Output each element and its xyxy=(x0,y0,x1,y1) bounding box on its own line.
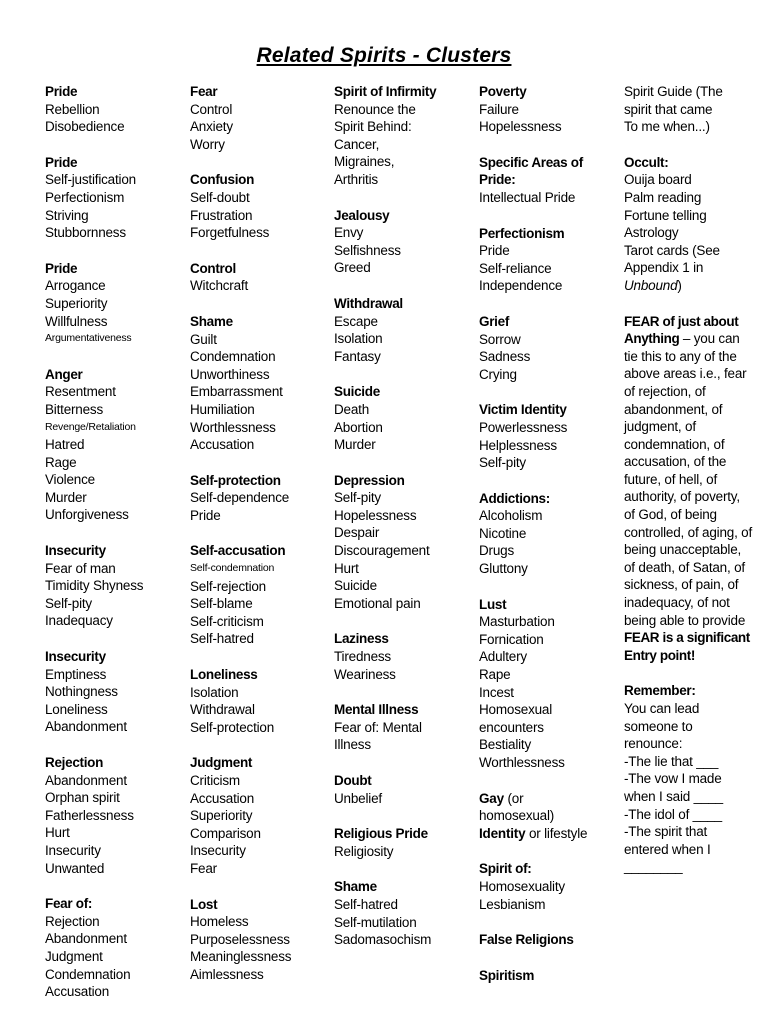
list-item: Violence xyxy=(45,472,95,488)
group-victim-identity xyxy=(479,401,619,471)
list-item: Fantasy xyxy=(334,348,381,364)
group-heading: Judgment xyxy=(190,755,253,771)
list-item: Homosexual xyxy=(479,702,553,718)
group-control xyxy=(190,260,330,295)
list-item: Greed xyxy=(334,260,371,276)
group-mental-illness xyxy=(334,701,474,754)
book-title: Unbound xyxy=(624,277,678,293)
group-spiritism xyxy=(479,967,619,985)
list-item: Helplessness xyxy=(479,437,557,453)
list-item: Hopelessness xyxy=(334,507,417,523)
list-item: Sorrow xyxy=(479,331,521,347)
list-item: Adultery xyxy=(479,649,527,665)
list-item: Resentment xyxy=(45,384,116,400)
group-heading: Laziness xyxy=(334,631,389,647)
group-heading: Self-accusation xyxy=(190,543,286,559)
list-item: Death xyxy=(334,401,370,417)
group-heading: Fear of: xyxy=(45,896,93,912)
list-item: Spirit Behind: xyxy=(334,119,412,135)
list-item: To me when...) xyxy=(624,119,710,135)
group-fear xyxy=(190,83,330,153)
list-item: Frustration xyxy=(190,207,253,223)
list-item: Self-dependence xyxy=(190,490,290,506)
list-item: Orphan spirit xyxy=(45,790,120,806)
list-item: Unforgiveness xyxy=(45,507,129,523)
list-item: Humiliation xyxy=(190,401,255,417)
list-item: Hatred xyxy=(45,437,85,453)
group-heading: Shame xyxy=(334,879,377,895)
remember-group xyxy=(624,682,754,876)
spirit-guide-group xyxy=(624,83,754,136)
group-heading: Specific Areas of xyxy=(479,154,583,170)
list-item: Fortune telling xyxy=(624,207,707,223)
group-doubt xyxy=(334,772,474,807)
group-heading: Religious Pride xyxy=(334,826,428,842)
group-heading: Suicide xyxy=(334,384,380,400)
list-item: Self-rejection xyxy=(190,578,266,594)
list-item: Self-mutilation xyxy=(334,914,417,930)
list-item: -The spirit that xyxy=(624,824,708,840)
list-item: Argumentativeness xyxy=(45,332,132,345)
list-item: -The idol of ____ xyxy=(624,806,722,822)
list-item: Superiority xyxy=(45,295,108,311)
list-item: Drugs xyxy=(479,543,515,559)
group-perfectionism xyxy=(479,225,619,295)
group-heading: Pride: xyxy=(479,172,516,188)
list-item: Revenge/Retaliation xyxy=(45,420,136,433)
column-1 xyxy=(45,83,185,1019)
list-item: Hurt xyxy=(334,560,359,576)
list-item: Isolation xyxy=(334,331,383,347)
list-item: Incest xyxy=(479,684,514,700)
heading-note: or lifestyle xyxy=(525,825,588,841)
list-item: Sadomasochism xyxy=(334,932,432,948)
list-item: Accusation xyxy=(45,984,110,1000)
list-item: Nothingness xyxy=(45,684,118,700)
list-item: Powerlessness xyxy=(479,419,568,435)
fear-paragraph xyxy=(624,313,754,665)
list-item: Fear xyxy=(190,860,217,876)
list-item xyxy=(479,825,619,843)
fear-body: – you can tie this to any of the above areas i.e., fear of rejection, of abandonment, of judgment, of condemnation, of accusation, of the future, of hell, of authority, of poverty, of God, of being controlled, of aging, of being unacceptable, of death, of Satan, of sickness, of pain, of inadequacy, of not being able to provide xyxy=(624,331,753,628)
list-item: Fear of: Mental xyxy=(334,719,422,735)
list-item: Alcoholism xyxy=(479,508,543,524)
list-item: Condemnation xyxy=(190,349,276,365)
group-fear-of xyxy=(45,895,185,1001)
list-item: Renounce the xyxy=(334,101,416,117)
group-heading: Gay xyxy=(479,790,504,806)
list-item: Emptiness xyxy=(45,666,107,682)
list-item: Comparison xyxy=(190,825,261,841)
list-item: Palm reading xyxy=(624,189,702,205)
list-item: Self-hatred xyxy=(334,896,398,912)
group-heading: Pride xyxy=(45,260,78,276)
group-anger xyxy=(45,366,185,524)
list-item: Arrogance xyxy=(45,278,106,294)
list-item: Tiredness xyxy=(334,649,391,665)
list-item: Guilt xyxy=(190,331,217,347)
group-heading: Confusion xyxy=(190,172,255,188)
list-item: Escape xyxy=(334,313,378,329)
list-item: Abandonment xyxy=(45,772,127,788)
list-item: Witchcraft xyxy=(190,278,249,294)
list-item: Gluttony xyxy=(479,561,528,577)
list-item: Weariness xyxy=(334,666,396,682)
list-item: Meaninglessness xyxy=(190,949,292,965)
group-heading: Pride xyxy=(45,154,78,170)
list-item: Bestiality xyxy=(479,737,532,753)
list-item: Fatherlessness xyxy=(45,807,134,823)
list-item: Arthritis xyxy=(334,171,378,187)
list-item: Emotional pain xyxy=(334,595,421,611)
list-item: Self-condemnation xyxy=(190,562,275,575)
list-item: Despair xyxy=(334,525,380,541)
list-item: Masturbation xyxy=(479,614,555,630)
group-withdrawal xyxy=(334,295,474,365)
list-item: Forgetfulness xyxy=(190,225,270,241)
heading-note: (or xyxy=(503,790,524,806)
list-item: Control xyxy=(190,101,233,117)
list-item: renounce: xyxy=(624,736,683,752)
list-item: Fear of man xyxy=(45,560,116,576)
list-item: Self-reliance xyxy=(479,260,552,276)
group-heading: Pride xyxy=(45,84,78,99)
group-heading: Perfectionism xyxy=(479,225,565,241)
list-item: Criticism xyxy=(190,773,240,788)
group-insecurity xyxy=(45,648,185,736)
group-heading: Lost xyxy=(190,896,218,912)
list-item: Hopelessness xyxy=(479,119,562,135)
group-heading: Addictions: xyxy=(479,490,550,506)
group-jealousy xyxy=(334,207,474,277)
list-item: someone to xyxy=(624,718,693,734)
list-item: Embarrassment xyxy=(190,384,283,400)
group-heading: Fear xyxy=(190,84,218,99)
group-pride xyxy=(45,154,185,242)
list-item: Perfectionism xyxy=(45,189,125,205)
list-item: Accusation xyxy=(190,437,255,453)
list-item: Crying xyxy=(479,366,517,382)
occult-group xyxy=(624,154,754,295)
list-item: ________ xyxy=(624,859,683,875)
list-item: Spirit Guide (The xyxy=(624,84,723,99)
list-item: spirit that came xyxy=(624,101,713,117)
list-item: Purposelessness xyxy=(190,931,290,947)
group-heading: Doubt xyxy=(334,773,372,788)
list-item: Self-doubt xyxy=(190,189,250,205)
list-item: Insecurity xyxy=(190,843,246,859)
list-item: Lesbianism xyxy=(479,896,546,912)
list-item: Disobedience xyxy=(45,119,125,135)
list-item: Superiority xyxy=(190,808,253,824)
list-item: Rage xyxy=(45,454,77,470)
list-item: Nicotine xyxy=(479,525,527,541)
group-pride xyxy=(45,260,185,348)
list-item: Selfishness xyxy=(334,242,401,258)
group-depression xyxy=(334,472,474,613)
list-item: Murder xyxy=(334,437,376,453)
close-paren: ) xyxy=(677,277,682,293)
list-item: Self-pity xyxy=(479,455,526,471)
list-item: entered when I xyxy=(624,841,711,857)
column-3 xyxy=(334,83,474,967)
group-religious-pride xyxy=(334,825,474,860)
fear-heading-2: Anything xyxy=(624,331,680,347)
group-heading: Rejection xyxy=(45,755,104,770)
group-specific-areas-of xyxy=(479,154,619,207)
group-pride xyxy=(45,83,185,136)
group-heading: Insecurity xyxy=(45,649,106,665)
group-heading: Spirit of: xyxy=(479,861,532,877)
list-item: Anxiety xyxy=(190,119,233,135)
list-item: Homosexuality xyxy=(479,878,565,894)
group-grief xyxy=(479,313,619,383)
list-item: Inadequacy xyxy=(45,613,113,629)
group-heading: Control xyxy=(190,260,236,276)
list-item: Envy xyxy=(334,225,364,241)
group-self-accusation xyxy=(190,542,330,648)
list-item: Loneliness xyxy=(45,701,108,717)
group-heading: Spiritism xyxy=(479,967,535,983)
list-item: encounters xyxy=(479,719,544,735)
list-item: Ouija board xyxy=(624,172,692,188)
list-item: Fornication xyxy=(479,631,544,647)
list-item xyxy=(479,790,619,808)
list-item: -The vow I made xyxy=(624,771,722,787)
list-item: Suicide xyxy=(334,578,377,594)
list-item: Self-hatred xyxy=(190,631,254,647)
group-spirit-of xyxy=(479,860,619,913)
list-item: Condemnation xyxy=(45,966,131,982)
group-heading: Depression xyxy=(334,472,405,488)
list-item: homosexual) xyxy=(479,808,555,824)
list-item: Isolation xyxy=(190,684,239,700)
list-item: Self-pity xyxy=(45,595,92,611)
group-heading: Poverty xyxy=(479,84,527,99)
group-heading: Grief xyxy=(479,313,510,329)
list-item: Bitterness xyxy=(45,401,104,417)
group-heading: Remember: xyxy=(624,683,696,699)
list-item: Self-blame xyxy=(190,596,253,612)
group-heading: Lust xyxy=(479,596,507,612)
list-item: Astrology xyxy=(624,225,679,241)
column-2 xyxy=(190,83,330,1002)
list-item: Discouragement xyxy=(334,543,430,559)
group-heading: Occult: xyxy=(624,154,669,170)
list-item: Murder xyxy=(45,489,87,505)
group-judgment xyxy=(190,754,330,877)
list-item: Worthlessness xyxy=(479,755,565,770)
group-confusion xyxy=(190,171,330,241)
group-insecurity xyxy=(45,542,185,630)
group-heading: Victim Identity xyxy=(479,402,567,418)
group-suicide xyxy=(334,383,474,453)
list-item: Religiosity xyxy=(334,843,394,859)
list-item: Withdrawal xyxy=(190,702,255,718)
list-item: Insecurity xyxy=(45,842,101,858)
list-item: Worry xyxy=(190,136,225,152)
group-shame xyxy=(334,878,474,948)
group-heading: False Religions xyxy=(479,932,574,948)
group-heading: Identity xyxy=(479,825,526,841)
list-item: Self-criticism xyxy=(190,613,264,629)
list-item: Worthlessness xyxy=(190,419,276,435)
list-item: Unwanted xyxy=(45,860,105,876)
fear-tail: FEAR is a significant Entry point! xyxy=(624,630,750,663)
group-lost xyxy=(190,896,330,984)
list-item: Stubbornness xyxy=(45,225,126,241)
group-heading: Jealousy xyxy=(334,207,390,223)
list-item: Sadness xyxy=(479,349,531,365)
list-item: Tarot cards (See xyxy=(624,242,720,258)
list-item: Cancer, xyxy=(334,136,380,152)
list-item: Illness xyxy=(334,737,371,753)
list-item: Willfulness xyxy=(45,313,108,329)
list-item: Self-justification xyxy=(45,172,136,188)
list-item: Appendix 1 in xyxy=(624,260,704,276)
list-item: Homeless xyxy=(190,914,249,930)
group-rejection xyxy=(45,754,185,877)
list-item: Rebellion xyxy=(45,101,100,117)
list-item: Pride xyxy=(190,507,221,523)
list-item: Striving xyxy=(45,207,89,223)
group-shame xyxy=(190,313,330,454)
list-item: Hurt xyxy=(45,825,70,841)
list-item: Abandonment xyxy=(45,931,127,947)
list-item: Timidity Shyness xyxy=(45,578,144,594)
group-heading: Loneliness xyxy=(190,667,258,683)
fear-heading: FEAR of just about xyxy=(624,313,739,329)
list-item: Self-pity xyxy=(334,490,381,506)
list-item: Aimlessness xyxy=(190,966,264,982)
group-laziness xyxy=(334,630,474,683)
list-item: Migraines, xyxy=(334,154,395,170)
column-4 xyxy=(479,83,619,1002)
list-item: Unworthiness xyxy=(190,366,270,382)
list-item: Unbelief xyxy=(334,790,382,806)
list-item xyxy=(624,277,754,295)
group-poverty xyxy=(479,83,619,136)
column-5 xyxy=(624,83,754,894)
group-heading: Shame xyxy=(190,313,233,329)
group-false-religions xyxy=(479,931,619,949)
gay-identity-group xyxy=(479,790,619,843)
list-item: You can lead xyxy=(624,701,700,716)
list-item: Abandonment xyxy=(45,719,127,735)
group-loneliness xyxy=(190,666,330,736)
group-heading: Spirit of Infirmity xyxy=(334,84,437,99)
list-item: Judgment xyxy=(45,948,103,964)
group-heading: Self-protection xyxy=(190,472,281,488)
list-item: Rape xyxy=(479,667,511,683)
group-self-protection xyxy=(190,472,330,525)
list-item: Pride xyxy=(479,243,510,259)
list-item: Accusation xyxy=(190,790,255,806)
list-item: when I said ____ xyxy=(624,788,723,804)
list-item: Independence xyxy=(479,278,563,294)
list-item: -The lie that ___ xyxy=(624,753,719,769)
group-heading: Withdrawal xyxy=(334,295,403,311)
list-item: Failure xyxy=(479,101,519,117)
list-item: Intellectual Pride xyxy=(479,189,576,205)
page-title: Related Spirits - Clusters xyxy=(256,44,512,67)
list-item: Rejection xyxy=(45,913,100,929)
list-item: Self-protection xyxy=(190,719,275,735)
list-item: Abortion xyxy=(334,419,383,435)
group-addictions xyxy=(479,490,619,578)
group-lust xyxy=(479,596,619,772)
group-heading: Mental Illness xyxy=(334,702,419,718)
group-spirit-of-infirmity xyxy=(334,83,474,189)
group-heading: Anger xyxy=(45,366,83,382)
group-heading: Insecurity xyxy=(45,543,106,559)
